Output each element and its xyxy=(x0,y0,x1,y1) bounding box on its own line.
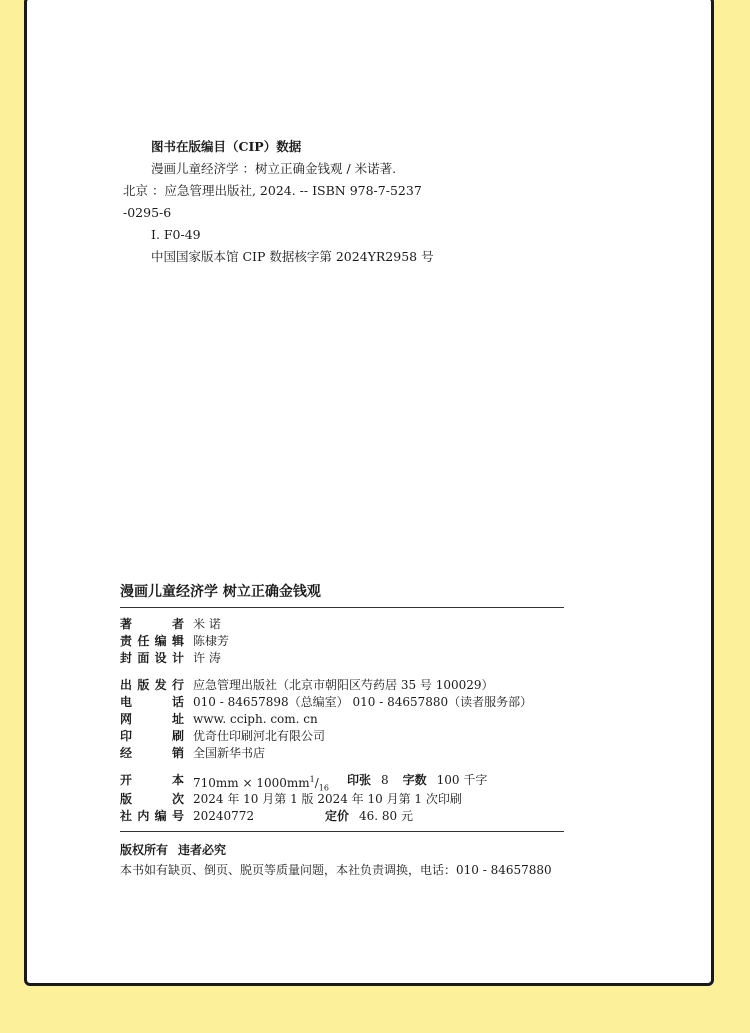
author-value: 米 诺 xyxy=(193,617,221,631)
cover-designer-label: 封面设计 xyxy=(120,651,184,665)
distributor-label: 经 销 xyxy=(120,746,184,760)
cip-line-3: -0295-6 xyxy=(123,205,172,220)
copyright-page xyxy=(24,0,714,986)
format-sub: 16 xyxy=(318,783,329,793)
copyright-line xyxy=(120,841,226,858)
code-value: 20240772 xyxy=(193,809,255,823)
phone-value: 010 - 84657898（总编室） 010 - 84657880（读者服务部） xyxy=(193,695,533,709)
author-label: 著 者 xyxy=(120,617,184,631)
phone-row xyxy=(120,694,532,710)
printer-label: 印 刷 xyxy=(120,729,184,743)
cover-designer-value: 许 涛 xyxy=(193,651,221,665)
format-label: 开 本 xyxy=(120,773,184,787)
code-row xyxy=(120,808,413,824)
bottom-divider xyxy=(120,831,564,832)
quality-notice: 本书如有缺页、倒页、脱页等质量问题，本社负责调换，电话：010 - 84657880 xyxy=(120,863,552,877)
code-label: 社内编号 xyxy=(120,809,184,823)
edition-value: 2024 年 10 月第 1 版 2024 年 10 月第 1 次印刷 xyxy=(193,792,462,806)
words-value: 100 千字 xyxy=(436,773,488,787)
edition-row xyxy=(120,791,462,807)
website-row xyxy=(120,711,318,727)
cip-line-1: 漫画儿童经济学 ：树立正确金钱观 / 米诺著. xyxy=(151,161,397,176)
website-value: www. cciph. com. cn xyxy=(193,712,318,726)
book-title: 漫画儿童经济学 树立正确金钱观 xyxy=(120,584,321,600)
publisher-row xyxy=(120,677,494,693)
format-main: 710mm × 1000mm xyxy=(193,776,310,790)
distributor-value: 全国新华书店 xyxy=(193,746,266,760)
editor-row xyxy=(120,633,229,649)
cip-line-2: 北京 ：应急管理出版社, 2024. -- ISBN 978-7-5237 xyxy=(123,183,422,198)
phone-label: 电 话 xyxy=(120,695,184,709)
printer-row xyxy=(120,728,325,744)
sheets-value: 8 xyxy=(381,773,389,787)
website-label: 网 址 xyxy=(120,712,184,726)
price-value: 46. 80 元 xyxy=(359,809,413,823)
printer-value: 优奇仕印刷河北有限公司 xyxy=(193,729,326,743)
words-label: 字数 xyxy=(402,773,427,787)
cip-heading: 图书在版编目（CIP）数据 xyxy=(151,139,302,154)
cip-line-5: 中国国家版本馆 CIP 数据核字第 2024YR2958 号 xyxy=(151,249,434,264)
title-divider xyxy=(120,607,564,608)
cip-line-4: Ⅰ. F0-49 xyxy=(151,227,201,242)
sheets-label: 印张 xyxy=(346,773,371,787)
violation-notice: 违者必究 xyxy=(178,843,227,857)
format-slash: / xyxy=(314,776,319,790)
edition-label: 版 次 xyxy=(120,792,184,806)
cover-designer-row xyxy=(120,650,221,666)
distributor-row xyxy=(120,745,265,761)
rights-reserved: 版权所有 xyxy=(120,843,169,857)
price-label: 定价 xyxy=(325,809,350,823)
editor-value: 陈棣芳 xyxy=(193,634,230,648)
format-sup: 1 xyxy=(309,775,315,784)
editor-label: 责任编辑 xyxy=(120,634,184,648)
author-row xyxy=(120,616,221,632)
publisher-value: 应急管理出版社（北京市朝阳区芍药居 35 号 100029） xyxy=(193,678,494,692)
publisher-label: 出版发行 xyxy=(120,678,184,692)
